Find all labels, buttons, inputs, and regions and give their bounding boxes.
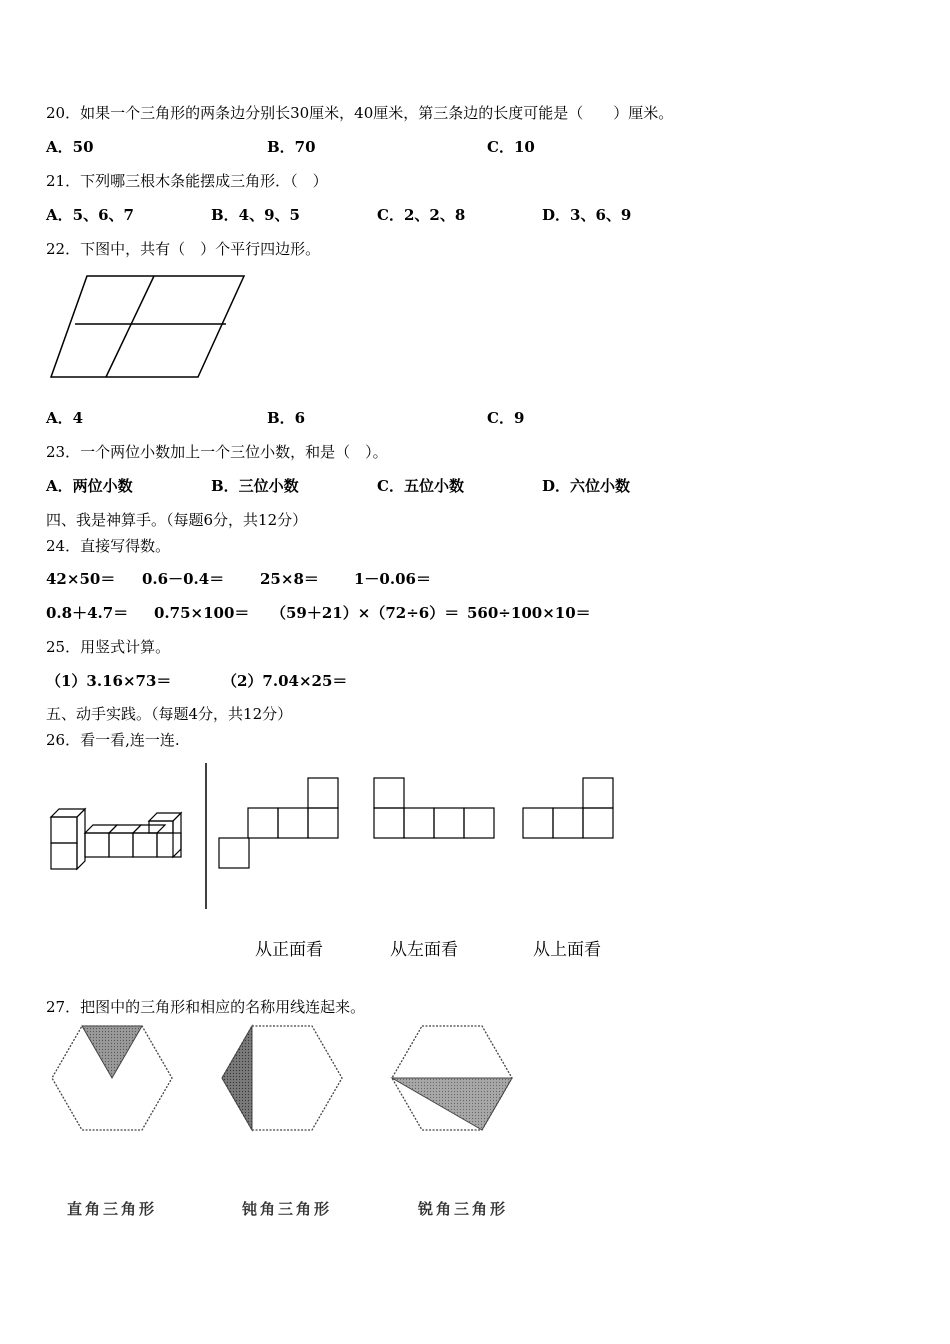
q22-option-c[interactable]: C．9 <box>487 409 525 427</box>
q24-r1-item2: 0.6－0.4＝ <box>142 570 225 588</box>
q24-text: 24．直接写得数。 <box>46 537 171 555</box>
q23-option-b[interactable]: B．三位小数 <box>211 477 299 495</box>
q24-r2-item4: 560÷100×10＝ <box>467 604 591 622</box>
q24-r2-item3: （59＋21）×（72÷6）＝ <box>271 604 460 622</box>
q24-r2-item2: 0.75×100＝ <box>154 604 250 622</box>
q22-option-a[interactable]: A．4 <box>46 409 84 427</box>
view-grid-1 <box>218 777 340 870</box>
caption-front-view: 从正面看 <box>255 940 323 960</box>
q20-option-b[interactable]: B．70 <box>267 138 316 156</box>
view-grid-3 <box>522 777 614 840</box>
q21-option-a[interactable]: A．5、6、7 <box>46 206 134 224</box>
q24-r2-item1: 0.8＋4.7＝ <box>46 604 129 622</box>
q21-option-d[interactable]: D．3、6、9 <box>542 206 632 224</box>
q21-text: 21．下列哪三根木条能摆成三角形．（ ） <box>46 172 328 190</box>
q24-r1-item3: 25×8＝ <box>260 570 319 588</box>
q20-option-c[interactable]: C．10 <box>487 138 535 156</box>
hexagon-figure-3 <box>390 1024 514 1134</box>
label-right-triangle: 直角三角形 <box>67 1200 158 1218</box>
divider-line <box>203 763 209 909</box>
hexagon-figure-1 <box>50 1024 174 1134</box>
q22-option-b[interactable]: B．6 <box>267 409 306 427</box>
q21-option-b[interactable]: B．4、9、5 <box>211 206 300 224</box>
cube-stack-figure <box>46 805 186 875</box>
q22-text: 22．下图中，共有（ ）个平行四边形。 <box>46 240 321 258</box>
q23-option-c[interactable]: C．五位小数 <box>377 477 464 495</box>
q25-item1: （1）3.16×73＝ <box>46 672 172 690</box>
q23-text: 23．一个两位小数加上一个三位小数，和是（ ）。 <box>46 443 388 461</box>
hexagon-figure-2 <box>220 1024 344 1134</box>
section5-title: 五、动手实践。（每题4分，共12分） <box>46 705 293 723</box>
caption-left-view: 从左面看 <box>390 940 458 960</box>
label-acute-triangle: 锐角三角形 <box>418 1200 509 1218</box>
q24-r1-item4: 1－0.06＝ <box>354 570 431 588</box>
label-obtuse-triangle: 钝角三角形 <box>242 1200 333 1218</box>
q25-item2: （2）7.04×25＝ <box>222 672 348 690</box>
q20-text: 20．如果一个三角形的两条边分别长30厘米，40厘米，第三条边的长度可能是（ ）厘米。 <box>46 104 674 122</box>
section4-title: 四、我是神算手。（每题6分，共12分） <box>46 511 308 529</box>
caption-top-view: 从上面看 <box>533 940 601 960</box>
q21-option-c[interactable]: C．2、2、8 <box>377 206 466 224</box>
q23-option-d[interactable]: D．六位小数 <box>542 477 631 495</box>
q27-text: 27．把图中的三角形和相应的名称用线连起来。 <box>46 998 366 1016</box>
q26-text: 26．看一看,连一连. <box>46 731 180 749</box>
view-grid-2 <box>373 777 495 840</box>
q20-option-a[interactable]: A．50 <box>46 138 94 156</box>
q25-text: 25．用竖式计算。 <box>46 638 171 656</box>
q24-r1-item1: 42×50＝ <box>46 570 116 588</box>
parallelogram-figure <box>46 272 252 384</box>
q23-option-a[interactable]: A．两位小数 <box>46 477 133 495</box>
